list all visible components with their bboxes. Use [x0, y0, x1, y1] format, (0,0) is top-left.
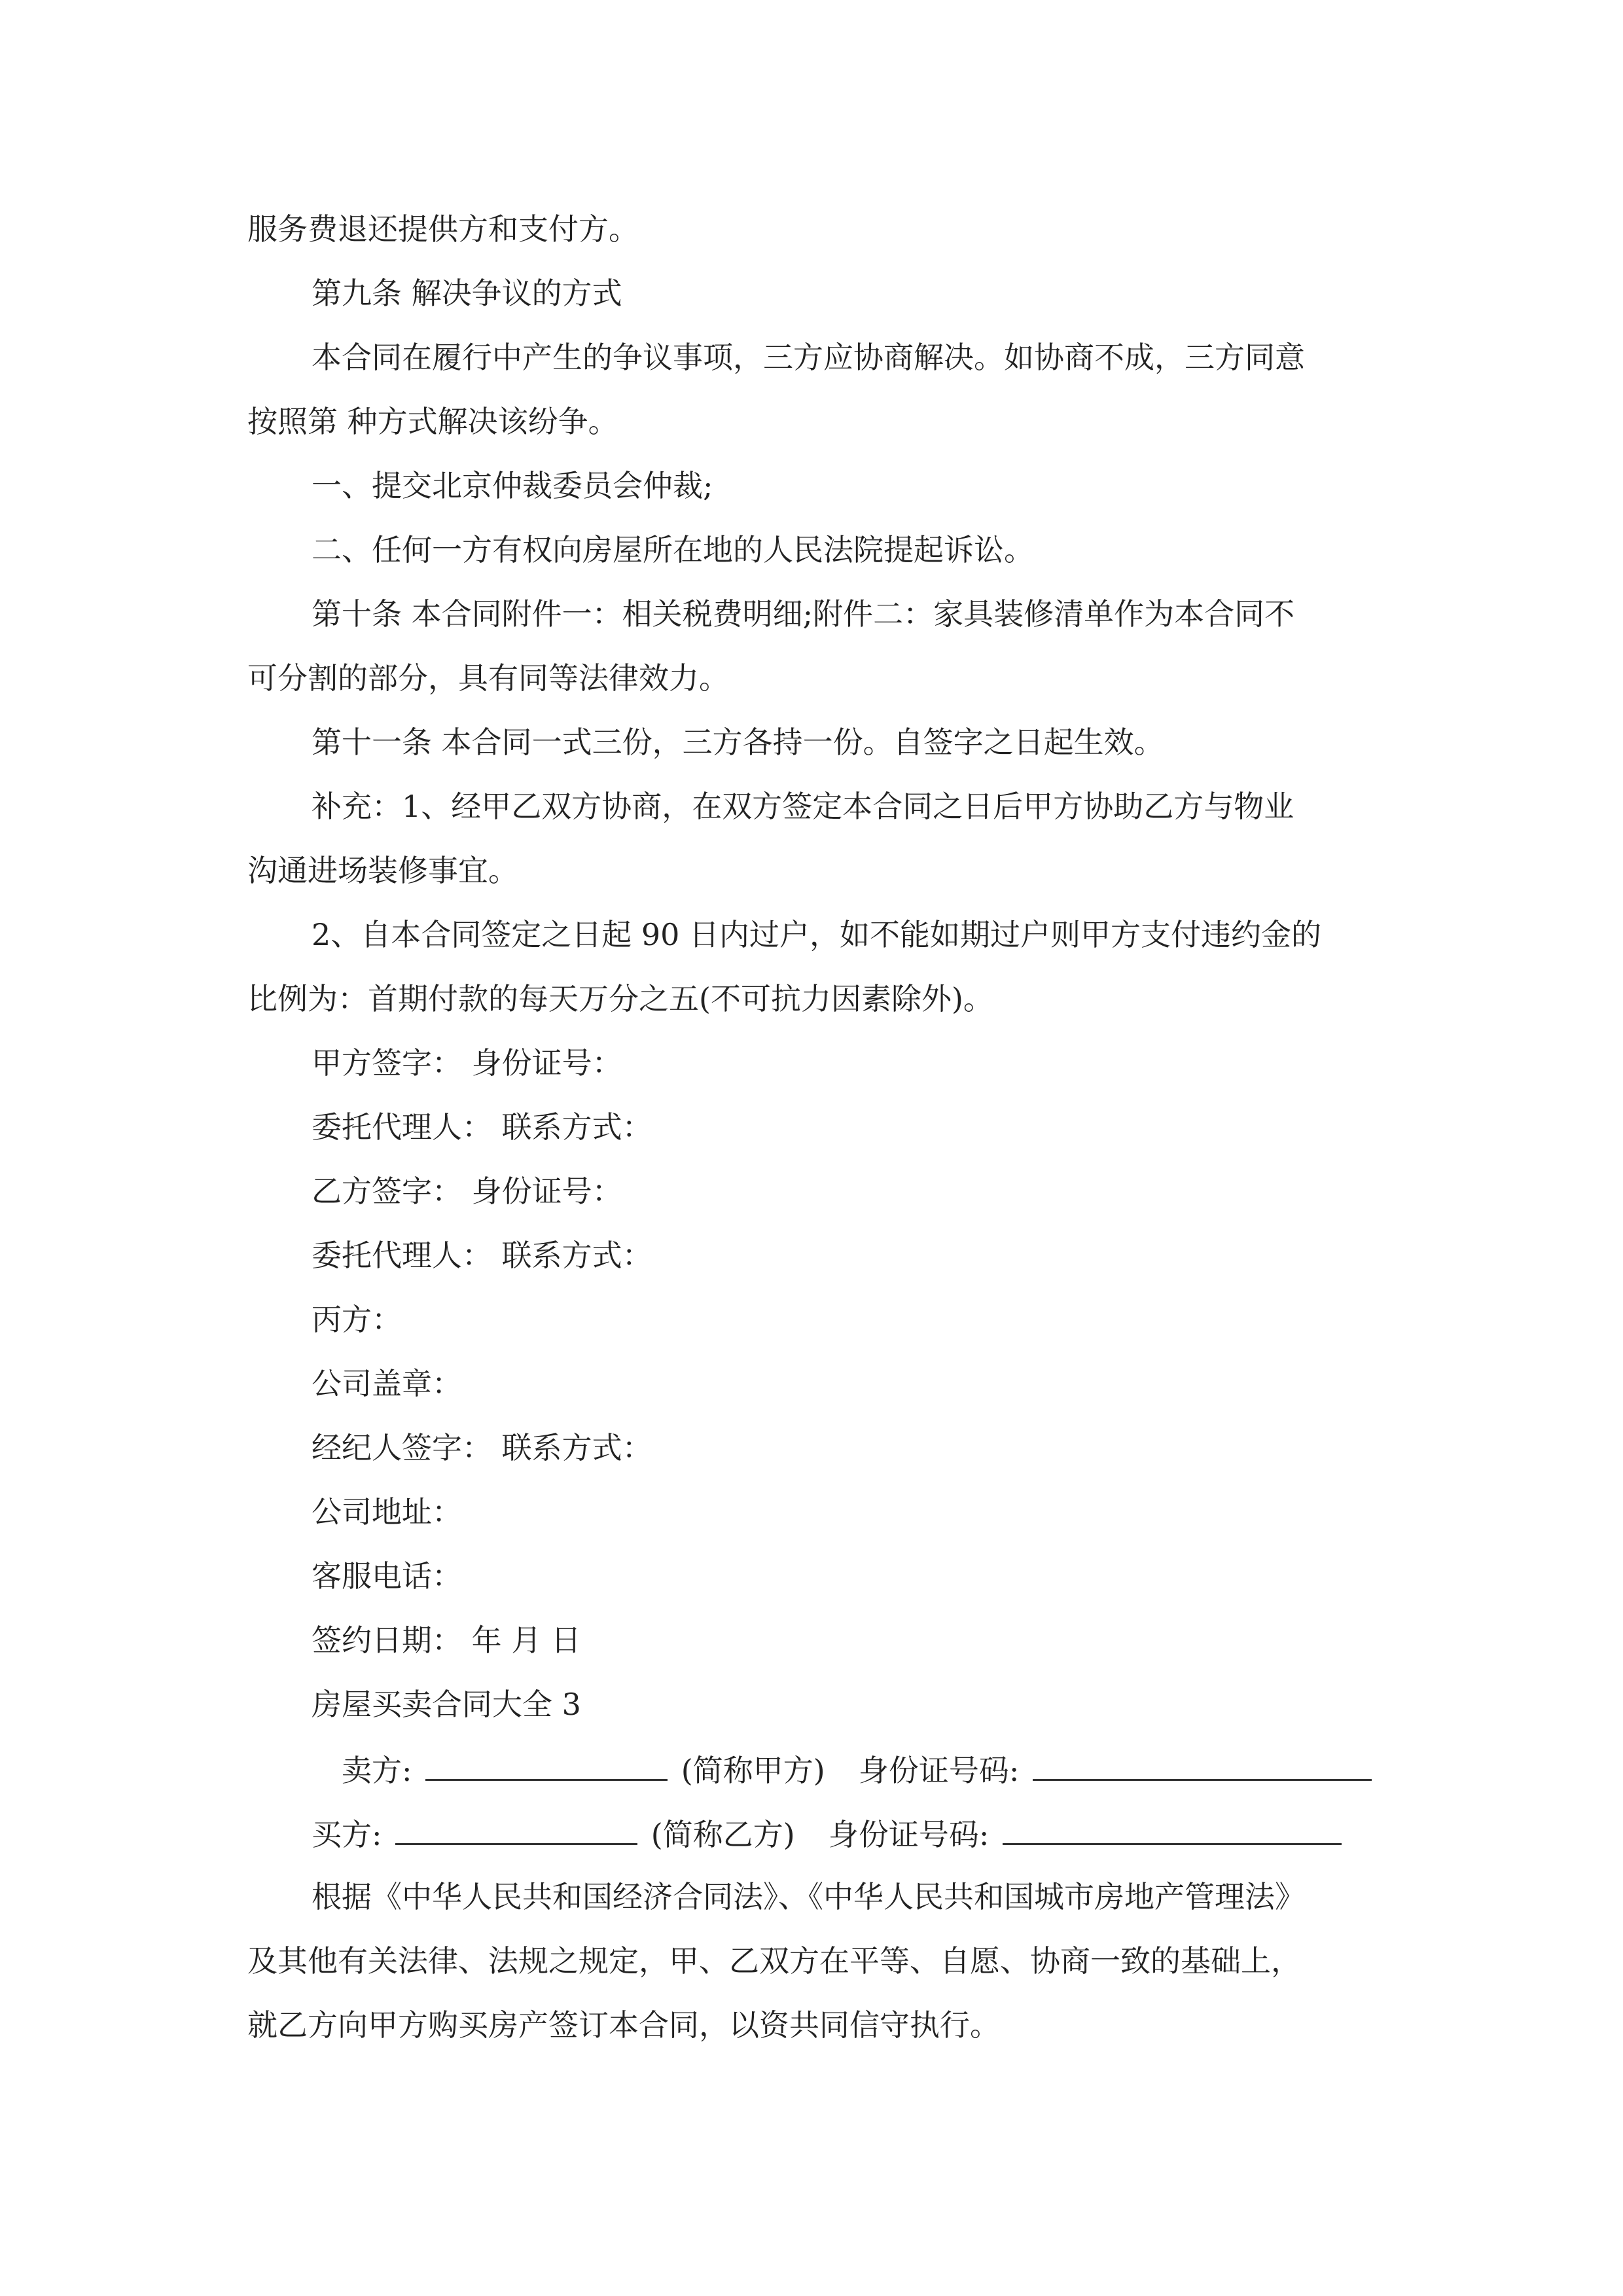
buyer-line [312, 1813, 1346, 1852]
buyer-id-label: 身份证号码: [828, 1817, 990, 1852]
seller-id-blank [1033, 1749, 1372, 1781]
buyer-name-blank [395, 1813, 637, 1845]
article-10-text: 第十条 本合同附件一：相关税费明细;附件二：家具装修清单作为本合同不 [312, 596, 1295, 632]
sign-date-line: 签约日期： 年 月 日 [312, 1623, 581, 1658]
section-heading: 房屋买卖合同大全 3 [312, 1687, 581, 1722]
signature-line: 甲方签字： 身份证号： [312, 1045, 622, 1081]
seller-name-blank [425, 1749, 668, 1781]
text-line: 及其他有关法律、法规之规定，甲、乙双方在平等、自愿、协商一致的基础上， [247, 1943, 1301, 1979]
seller-note: (简称甲方) [681, 1753, 825, 1788]
buyer-note: (简称乙方) [651, 1817, 795, 1852]
signature-line: 公司地址： [312, 1494, 462, 1530]
seller-label: 卖方: [342, 1753, 412, 1788]
buyer-id-blank [1003, 1813, 1342, 1845]
signature-line: 公司盖章： [312, 1366, 462, 1401]
text-line: 2、自本合同签定之日起 90 日内过户，如不能如期过户则甲方支付违约金的 [312, 917, 1322, 952]
text-line: 根据《中华人民共和国经济合同法》、《中华人民共和国城市房地产管理法》 [312, 1879, 1305, 1914]
supplement-text: 补充：1、经甲乙双方协商，在双方签定本合同之日后甲方协助乙方与物业 [312, 789, 1294, 824]
seller-id-label: 身份证号码: [858, 1753, 1020, 1788]
text-line: 一、提交北京仲裁委员会仲裁; [312, 468, 713, 503]
article-9-heading: 第九条 解决争议的方式 [312, 276, 622, 311]
signature-line: 委托代理人： 联系方式： [312, 1238, 652, 1273]
text-line: 二、任何一方有权向房屋所在地的人民法院提起诉讼。 [312, 532, 1034, 567]
text-line: 比例为：首期付款的每天万分之五(不可抗力因素除外)。 [247, 981, 993, 1016]
text-line: 沟通进场装修事宜。 [247, 853, 518, 888]
text-line: 就乙方向甲方购买房产签订本合同，以资共同信守执行。 [247, 2007, 1000, 2043]
signature-line: 经纪人签字： 联系方式： [312, 1430, 652, 1465]
seller-line [342, 1749, 1376, 1788]
signature-line: 客服电话： [312, 1558, 462, 1594]
article-11-text: 第十一条 本合同一式三份，三方各持一份。自签字之日起生效。 [312, 725, 1164, 760]
text-line: 可分割的部分，具有同等法律效力。 [247, 660, 729, 696]
text-line: 本合同在履行中产生的争议事项，三方应协商解决。如协商不成，三方同意 [312, 340, 1305, 375]
buyer-label: 买方: [312, 1817, 382, 1852]
text-line: 服务费退还提供方和支付方。 [247, 211, 639, 247]
signature-line: 丙方： [312, 1302, 402, 1337]
text-line: 按照第 种方式解决该纷争。 [247, 404, 618, 439]
signature-line: 乙方签字： 身份证号： [312, 1174, 622, 1209]
signature-line: 委托代理人： 联系方式： [312, 1109, 652, 1145]
